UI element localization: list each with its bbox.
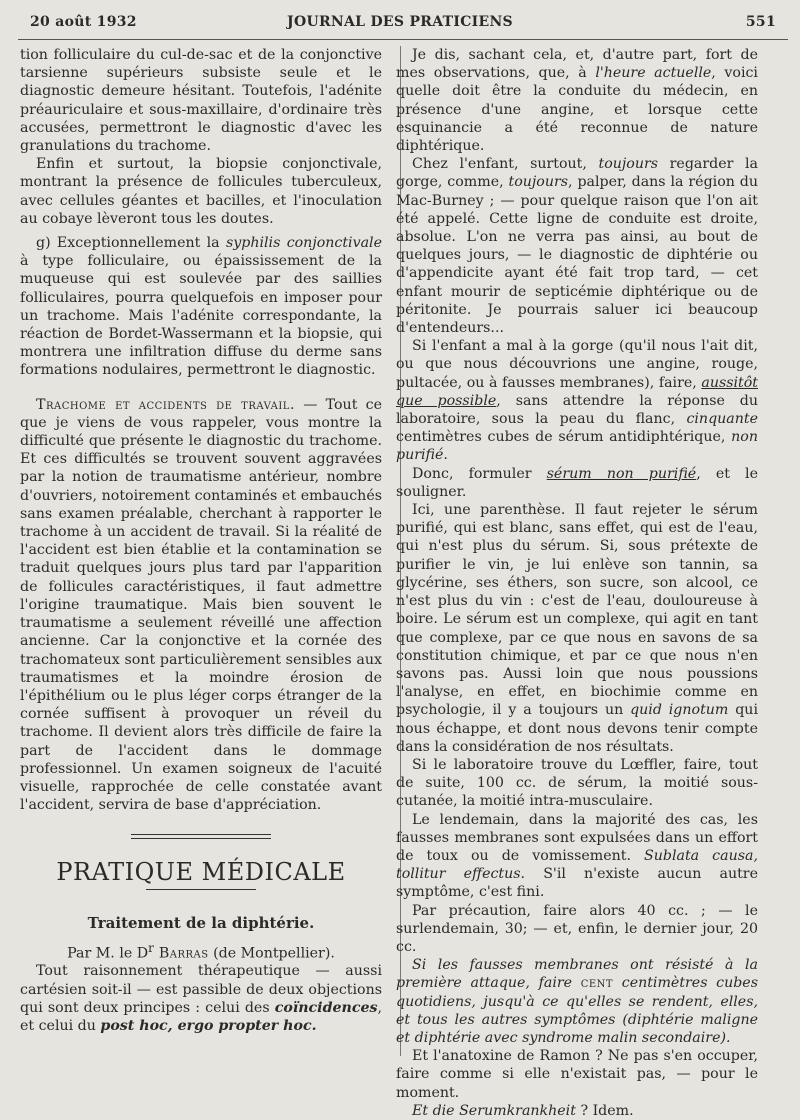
paragraph-text: Chez l'enfant, surtout, — [412, 156, 599, 173]
paragraph — [396, 337, 758, 464]
author-name: Barras — [153, 945, 209, 962]
page-number: 551 — [745, 14, 776, 30]
journal-title: JOURNAL DES PRATICIENS — [287, 14, 513, 30]
paragraph-text: Je dis, sachant cela, et, d'autre part, fort de mes observations, que, à — [396, 47, 758, 82]
paragraph-text: Le lendemain, dans la majorité des cas, les fausses membranes sont expulsées dans un effort de toux ou de vomissement. — [396, 811, 758, 864]
paragraph — [396, 465, 758, 501]
paragraph — [396, 1102, 758, 1120]
section-separator — [131, 834, 271, 839]
emphasis: cinquante — [686, 411, 758, 428]
paragraph-text: Ici, une parenthèse. Il faut rejeter le sérum purifié, qui est blanc, sans effet, qui est de l'eau, qui n'est plus du sérum. Si, sous prétexte de purifier le vin, je lui enlève son tannin, sa glycérine, ses éthers, son sucre, son alcool, ce n'est plus du vin : c'est de l'eau, douloureuse à boire. Le sérum est un complexe, qui agit en tant que complexe, par ce que nous en savons de sa constitution chimique, et par ce que nous n'en savons pas. Aussi loin que nous poussions l'analyse, en effet, en biochimie comme en psychologie, il y a toujours un — [396, 502, 758, 719]
paragraph-text: g) Exceptionnellement la — [36, 235, 226, 252]
paragraph: Si le laboratoire trouve du Lœffler, faire, tout de suite, 100 cc. de sérum, la moitié sous-cutanée, la moitié intra-musculaire. — [396, 756, 758, 810]
emphasis: toujours — [508, 174, 569, 191]
emphasis: syphilis conjonctivale — [225, 235, 382, 252]
emphasis: post hoc, ergo propter hoc. — [100, 1018, 317, 1035]
subsection-heading: Trachome et accidents de travail. — [36, 396, 295, 413]
paragraph-text: — Tout ce que je viens de vous rappeler, vous montre la difficulté que présente le diagnostic du trachome. Et ces difficultés se trouvent souvent aggravées par la notion de traumatisme antérieur, nombre d'ouvriers, notoirement contaminés et embauchés sans examen préalable, cherchant à rapporter le trachome à un accident de travail. Si la réalité de l'accident est bien établie et la contamination se traduit quelques jours plus tard par l'apparition de follicules caractéristiques, il faut admettre l'origine traumatique. Mais bien souvent le traumatisme a seulement réveillé une affection ancienne. Car la conjonctive et la cornée des trachomateux sont particulièrement sensibles aux traumatismes et la moindre érosion de l'épithélium ou le plus léger corps étranger de la cornée suffisent à provoquer un réveil du trachome. Il devient alors très difficile de faire la part de l'accident dans le dommage professionnel. Un examen soigneux de l'acuité visuelle, rapprochée de celle constatée avant l'accident, servira de base d'appréciation. — [20, 396, 382, 814]
paragraph-text: Donc, formuler — [412, 465, 547, 482]
emphasis: coïncidences — [274, 999, 378, 1016]
paragraph — [396, 501, 758, 756]
byline-text: (de Montpellier). — [208, 945, 335, 962]
emphasis: sérum non purifié — [546, 465, 697, 482]
paragraph-text: Si l'enfant a mal à la gorge (qu'il nous l'ait dit, ou que nous découvrions une angine, rouge, pultacée, ou à fausses membranes), faire, — [396, 338, 758, 391]
byline-sup: r — [148, 940, 154, 955]
section-title: PRATIQUE MÉDICALE — [56, 858, 346, 887]
paragraph — [20, 234, 382, 380]
emphasis: aussitôt que possible — [396, 374, 758, 409]
byline — [20, 939, 382, 963]
paragraph — [396, 46, 758, 155]
paragraph — [396, 811, 758, 902]
paragraph: Par précaution, faire alors 40 cc. ; — le surlendemain, 30; — et, enfin, le dernier jour, 20 cc. — [396, 902, 758, 955]
paragraph: tion folliculaire du cul-de-sac et de la conjonctive tarsienne supérieurs subsiste seule et le diagnostic demeure hésitant. Toutefois, l'adénite préauriculaire et sous-maxillaire, d'ordinaire très accusées, permettront le diagnostic d'avec les granulations du trachome. — [20, 47, 382, 155]
paragraph-text: Si les fausses membranes ont résisté à la première attaque, faire — [396, 957, 758, 992]
paragraph-text: . — [443, 447, 448, 464]
paragraph-text: , palper, dans la région du Mac-Burney ; — pour quelque raison que l'on ait été appelé. Cette ligne de conduite est droite, absolue. L'on ne verra pas ainsi, au bout de quelques jours, — le diagnostic de diphtérie ou d'appendicite ayant été fait trop tard, — cet enfant mourir de septicémie diphtérique ou de péritonite. Je pourrais saluer ici beaucoup d'entendeurs... — [396, 174, 758, 337]
emphasis: quid ignotum — [630, 702, 729, 719]
paragraph-text: centimètres cubes quotidiens, jusqu'à ce qu'elles se rendent, elles, et tous les autres symptômes (diphtérie maligne et diphtérie avec syndrome malin secondaire). — [396, 975, 758, 1046]
emphasis: Et die Serumkrankheit — [412, 1102, 576, 1119]
paragraph-text: regarder la gorge, comme, — [396, 156, 758, 191]
paragraph-text: qui nous échappe, et dont nous devons tenir compte dans la considération de nos résultats. — [396, 702, 758, 755]
left-column — [20, 46, 382, 1035]
paragraph-text: , voici quelle doit être la conduite du médecin, en présence d'une angine, et lorsque cette esquinancie a été reconnue de nature diphtérique. — [396, 65, 758, 155]
article-title: Traitement de la diphtérie. — [87, 914, 315, 933]
issue-date: 20 août 1932 — [30, 14, 137, 30]
paragraph — [20, 155, 382, 228]
emphasis: l'heure actuelle — [595, 65, 712, 82]
byline-text: Par M. le D — [67, 945, 149, 962]
small-caps-word: cent — [580, 975, 614, 992]
paragraph — [20, 962, 382, 1035]
running-header — [0, 14, 800, 38]
emphasis: non purifié — [396, 429, 758, 464]
paragraph-text: , et celui du — [20, 999, 382, 1035]
paragraph-text: S'il n'existe aucun autre symptôme, c'est fini. — [396, 866, 758, 901]
paragraph-text: , sans attendre la réponse du laboratoire, sous la peau du flanc, — [396, 392, 759, 428]
title-underline — [146, 889, 256, 890]
paragraph-text: Enfin et surtout, la biopsie conjonctivale, montrant la présence de follicules tuberculeux, avec cellules géantes et bacilles, et l'inoculation au cobaye lèveront tous les doutes. — [20, 156, 382, 227]
paragraph-text: Tout raisonnement thérapeutique — aussi cartésien soit-il — est passible de deux objections qui sont deux principes : celui des — [20, 963, 382, 1016]
paragraph-text: ? Idem. — [575, 1102, 634, 1119]
paragraph-text: centimètres cubes de sérum antidiphtérique, — [396, 429, 732, 446]
emphasis: Sublata causa, tollitur effectus. — [396, 847, 758, 883]
paragraph-text: , et le souligner. — [396, 465, 758, 500]
paragraph — [396, 155, 758, 337]
paragraph — [20, 396, 382, 815]
emphasis: toujours — [598, 156, 659, 173]
paragraph-text: à type folliculaire, ou épaississement de la muqueuse qui est soulevée par des saillies folliculaires, pourra quelquefois en imposer pour un trachome. Mais l'adénite correspondante, la réaction de Bordet-Wassermann et la biopsie, qui montrera une infiltration diffuse du derme sans formations nodulaires, permettront le diagnostic. — [20, 253, 382, 379]
header-rule — [18, 39, 788, 40]
right-column — [396, 46, 758, 1120]
paragraph: Et l'anatoxine de Ramon ? Ne pas s'en occuper, faire comme si elle n'existait pas, — pour le moment. — [396, 1048, 758, 1101]
paragraph — [396, 956, 758, 1047]
